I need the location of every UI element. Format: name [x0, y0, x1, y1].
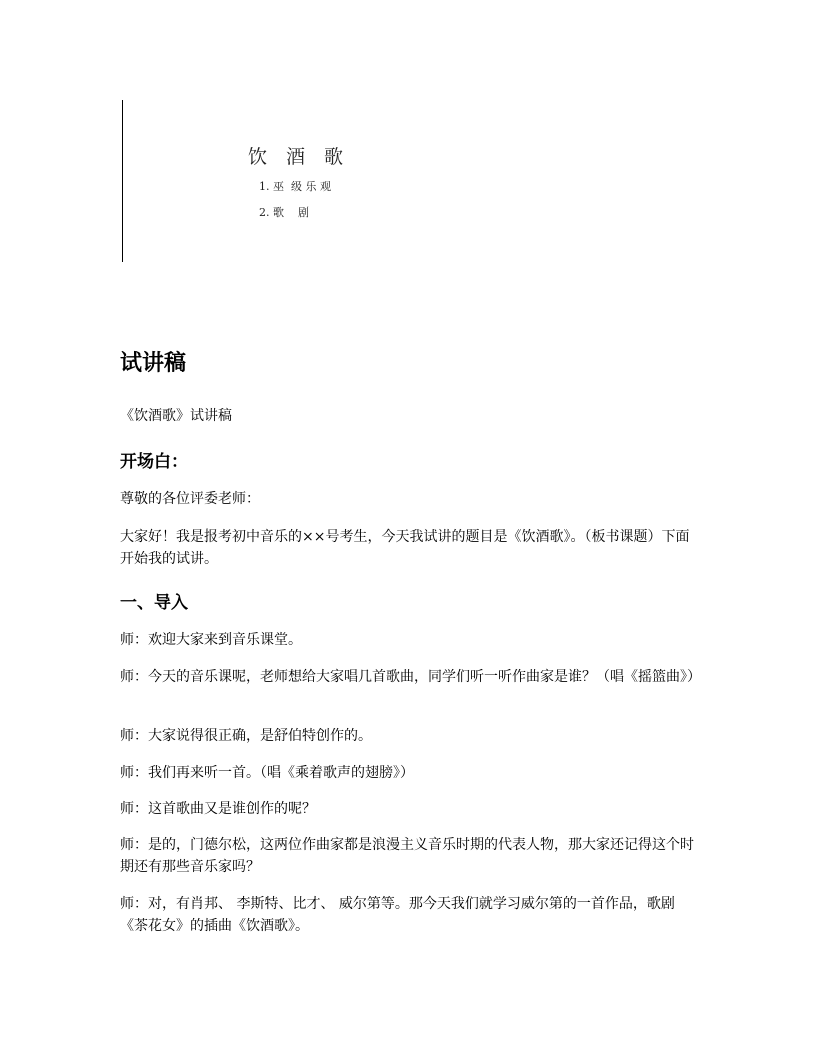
section-heading-introduction: 一、导入: [120, 593, 188, 613]
dialogue-line: 师：大家说得很正确，是舒伯特创作的。: [120, 728, 372, 744]
dialogue-line: 师：我们再来听一首。（唱《乘着歌声的翅膀》）: [120, 765, 414, 781]
dialogue-line: 师：这首歌曲又是谁创作的呢？: [120, 801, 316, 817]
section-heading-opening: 开场白：: [120, 452, 188, 472]
board-title: 饮 酒 歌: [248, 146, 344, 168]
dialogue-line: 师：对，有肖邦、 李斯特、比才、 威尔第等。那今天我们就学习威尔第的一首作品，歌剧《茶花女》的插曲《饮酒歌》。: [120, 896, 675, 934]
blackboard-sketch: [122, 100, 422, 262]
dialogue-line: 师：今天的音乐课呢，老师想给大家唱几首歌曲，同学们听一听作曲家是谁？（唱《摇篮曲》）: [120, 669, 701, 685]
dialogue-line: 师：是的，门德尔松，这两位作曲家都是浪漫主义音乐时期的代表人物，那大家还记得这个时期还有那些音乐家吗？: [120, 837, 694, 875]
board-left-border: [122, 100, 123, 262]
intro-paragraph: 大家好！我是报考初中音乐的××号考生，今天我试讲的题目是《饮酒歌》。（板书课题）下面开始我的试讲。: [120, 529, 690, 567]
document-subtitle: 《饮酒歌》试讲稿: [120, 408, 232, 424]
board-item-1: 1. 巫 级 乐 观: [259, 180, 331, 193]
greeting-paragraph: 尊敬的各位评委老师：: [120, 491, 260, 507]
dialogue-line: 师：欢迎大家来到音乐课堂。: [120, 632, 302, 648]
document-title: 试讲稿: [120, 351, 187, 376]
board-item-2: 2. 歌 剧: [259, 206, 309, 219]
